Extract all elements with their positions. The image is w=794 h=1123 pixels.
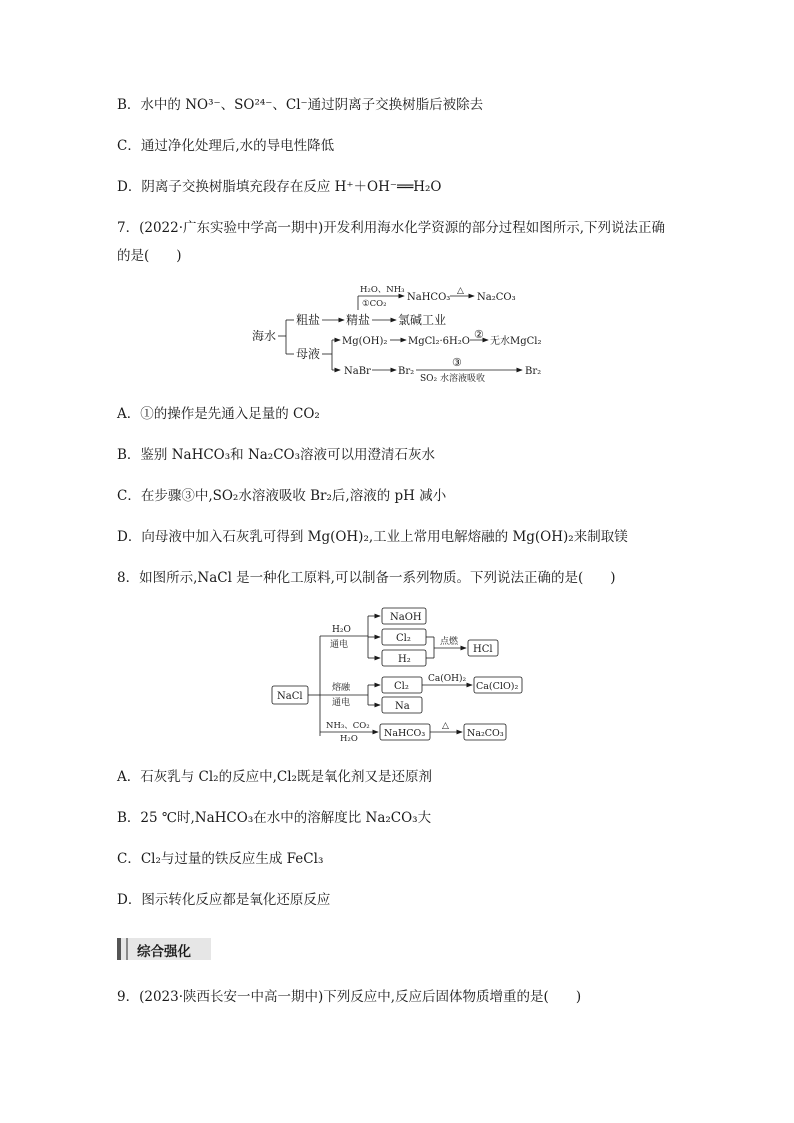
q7-stem-line2: 的是( ) (117, 248, 182, 264)
label-ignite: 点燃 (440, 637, 459, 647)
label-na: Na (395, 701, 410, 712)
label-seawater: 海水 (252, 329, 277, 343)
label-so2-absorb: SO₂ 水溶液吸收 (420, 374, 486, 384)
label-cl2-a: Cl₂ (396, 633, 411, 644)
label-caclo2: Ca(ClO)₂ (476, 681, 519, 692)
label-heat-b: △ (442, 721, 449, 731)
q8-option-d: D．图示转化反应都是氧化还原反应 (117, 892, 331, 908)
q7-option-d: D．向母液中加入石灰乳可得到 Mg(OH)₂,工业上常用电解熔融的 Mg(OH)₂来制取镁 (117, 529, 628, 545)
label-mgcl2-hydrate: MgCl₂·6H₂O (408, 336, 470, 347)
label-refined-salt: 精盐 (346, 313, 371, 327)
label-h2o-nh3: H₂O、NH₃ (360, 285, 405, 295)
q8-nacl-conversion-diagram (268, 604, 538, 744)
label-step2: ② (474, 328, 484, 341)
label-hcl: HCl (473, 644, 493, 655)
q9-stem: 9．(2023·陕西长安一中高一期中)下列反应中,反应后固体物质增重的是( ) (117, 989, 582, 1005)
label-crude-salt: 粗盐 (296, 313, 321, 327)
label-electrolysis-2: 通电 (332, 698, 351, 708)
label-nahco3-b: NaHCO₃ (384, 728, 426, 739)
label-cl2-b: Cl₂ (394, 681, 409, 692)
q8-stem: 8．如图所示,NaCl 是一种化工原料,可以制备一系列物质。下列说法正确的是( ) (117, 570, 616, 586)
q8-option-b: B．25 ℃时,NaHCO₃在水中的溶解度比 Na₂CO₃大 (117, 810, 432, 826)
label-electrolysis-1: 通电 (330, 640, 349, 650)
q8-option-a: A．石灰乳与 Cl₂的反应中,Cl₂既是氧化剂又是还原剂 (117, 769, 432, 785)
q7-option-b: B．鉴别 NaHCO₃和 Na₂CO₃溶液可以用澄清石灰水 (117, 447, 436, 463)
label-step3: ③ (452, 356, 462, 369)
label-anhydrous-mgcl2: 无水MgCl₂ (490, 336, 542, 347)
label-chlor-alkali: 氯碱工业 (398, 313, 447, 327)
label-na2co3: Na₂CO₃ (477, 292, 516, 303)
label-step1-co2: ①CO₂ (362, 299, 387, 309)
q7-seawater-process-diagram (240, 282, 570, 386)
label-nabr: NaBr (344, 366, 371, 377)
q8-option-c: C．Cl₂与过量的铁反应生成 FeCl₃ (117, 851, 324, 867)
label-molten: 熔融 (332, 683, 351, 693)
q6-option-b: B．水中的 NO³⁻、SO²⁴⁻、Cl⁻通过阴离子交换树脂后被除去 (117, 97, 484, 113)
label-nacl: NaCl (277, 691, 303, 702)
q7-option-a: A．①的操作是先通入足量的 CO₂ (117, 406, 320, 422)
q7-option-c: C．在步骤③中,SO₂水溶液吸收 Br₂后,溶液的 pH 减小 (117, 488, 447, 504)
q7-stem-line1: 7．(2022·广东实验中学高一期中)开发利用海水化学资源的部分过程如图所示,下列说法正确 (117, 220, 666, 236)
section-title: 综合强化 (137, 944, 191, 960)
label-caoh2: Ca(OH)₂ (428, 674, 467, 684)
label-heat: △ (457, 286, 464, 296)
section-header (117, 938, 211, 960)
label-naoh: NaOH (390, 612, 422, 623)
label-mother-liquor: 母液 (296, 347, 321, 361)
q6-option-c: C．通过净化处理后,水的导电性降低 (117, 138, 335, 154)
q6-option-d: D．阴离子交换树脂填充段存在反应 H⁺＋OH⁻══H₂O (117, 179, 442, 195)
label-h2: H₂ (398, 654, 411, 665)
label-h2o: H₂O (332, 625, 351, 635)
label-nahco3: NaHCO₃ (407, 292, 451, 303)
label-br2-crude: Br₂ (398, 366, 415, 377)
label-br2-product: Br₂ (525, 366, 542, 377)
label-nh3-co2: NH₃、CO₂ (326, 721, 370, 731)
label-h2o-b: H₂O (340, 734, 358, 744)
label-na2co3-b: Na₂CO₃ (467, 728, 504, 739)
label-mgoh2: Mg(OH)₂ (342, 336, 388, 347)
